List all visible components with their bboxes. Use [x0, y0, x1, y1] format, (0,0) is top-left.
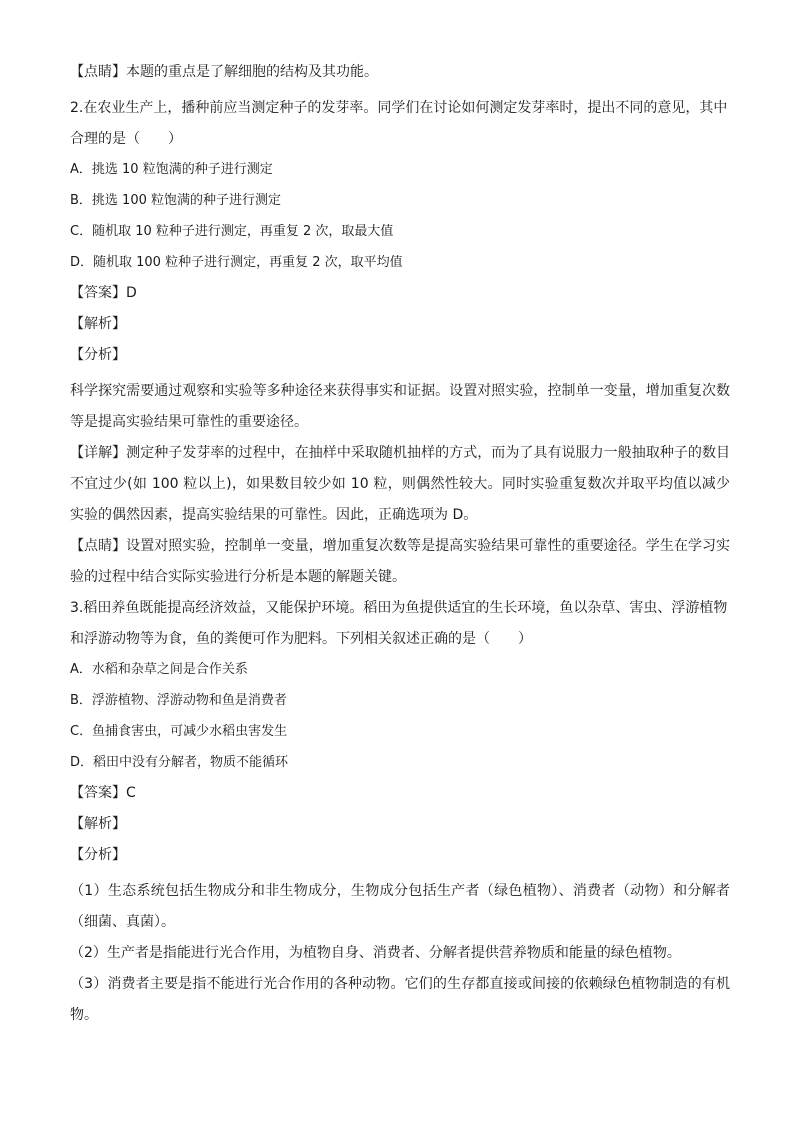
q2-answer: 【答案】D	[70, 285, 137, 301]
q2-stem: 2.在农业生产上，播种前应当测定种子的发芽率。同学们在讨论如何测定发芽率时，提出不同的意见，其中合理的是（ ）	[70, 100, 728, 147]
q2-option-c: C．随机取 10 粒种子进行测定，再重复 2 次，取最大值	[70, 224, 394, 239]
q3-option-a: A．水稻和杂草之间是合作关系	[70, 662, 248, 677]
q3-option-b: B．浮游植物、浮游动物和鱼是消费者	[70, 693, 287, 708]
q2-option-d: D．随机取 100 粒种子进行测定，再重复 2 次，取平均值	[70, 255, 403, 270]
q3-option-c: C．鱼捕食害虫，可减少水稻虫害发生	[70, 724, 288, 739]
document-page	[70, 62, 730, 1031]
q3-fenxi-label: 【分析】	[70, 847, 126, 863]
q3-point-1: （1）生态系统包括生物成分和非生物成分，生物成分包括生产者（绿色植物）、消费者（动物）和分解者（细菌、真菌）。	[70, 883, 730, 930]
q3-point-3: （3）消费者主要是指不能进行光合作用的各种动物。它们的生存都直接或间接的依赖绿色植物制造的有机物。	[70, 976, 730, 1023]
q3-answer: 【答案】C	[70, 785, 136, 801]
q2-option-b: B．挑选 100 粒饱满的种子进行测定	[70, 193, 281, 208]
q3-jiexi-label: 【解析】	[70, 816, 126, 832]
q3-option-d: D．稻田中没有分解者，物质不能循环	[70, 755, 289, 770]
q2-fenxi-label: 【分析】	[70, 347, 126, 363]
q2-option-a: A．挑选 10 粒饱满的种子进行测定	[70, 162, 273, 177]
q3-point-2: （2）生产者是指能进行光合作用，为植物自身、消费者、分解者提供营养物质和能量的绿色植物。	[70, 945, 681, 961]
q1-dianjing: 【点睛】本题的重点是了解细胞的结构及其功能。	[70, 64, 378, 80]
q3-stem: 3.稻田养鱼既能提高经济效益，又能保护环境。稻田为鱼提供适宜的生长环境，鱼以杂草、害虫、浮游植物和浮游动物等为食，鱼的粪便可作为肥料。下列相关叙述正确的是（ ）	[70, 600, 728, 647]
q2-fenxi-text: 科学探究需要通过观察和实验等多种途径来获得事实和证据。设置对照实验，控制单一变量，增加重复次数等是提高实验结果可靠性的重要途径。	[70, 383, 730, 430]
q2-xiangjie: 【详解】测定种子发芽率的过程中，在抽样中采取随机抽样的方式，而为了具有说服力一般抽取种子的数目不宜过少(如 100 粒以上)，如果数目较少如 10 粒，则偶然性较大。同时实验重复数次并取平均值以减少实验的偶然因素，提高实验结果的可靠性。因此，正确选项为 D。	[70, 445, 730, 523]
q2-jiexi-label: 【解析】	[70, 316, 126, 332]
q2-dianjing: 【点睛】设置对照实验，控制单一变量，增加重复次数等是提高实验结果可靠性的重要途径。学生在学习实验的过程中结合实际实验进行分析是本题的解题关键。	[70, 538, 730, 585]
